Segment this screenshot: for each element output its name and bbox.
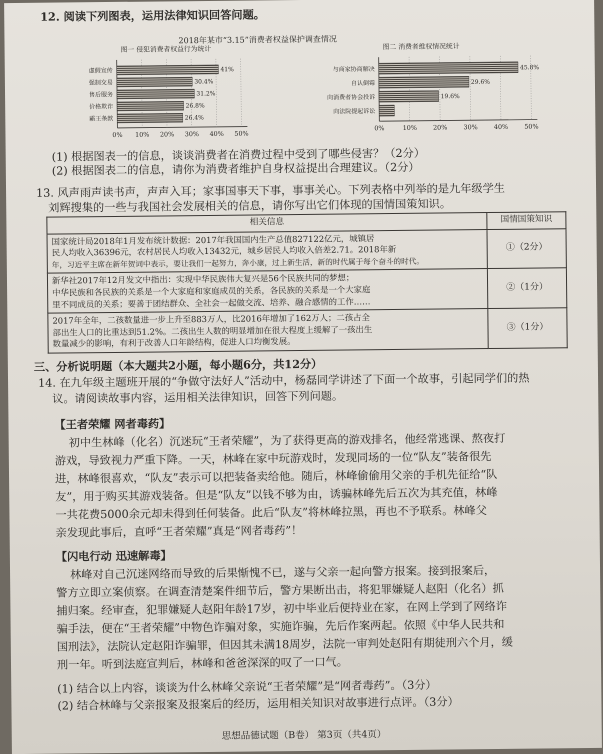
info-line: 国家统计局2018年1月发布统计数据：2017年我国国内生产总值827122亿元，城镇居 [51,232,375,247]
answer-cell[interactable]: ②（1分） [487,268,566,309]
story-2-line: 刑一年。听到法庭宣判后，林峰和爸爸深深的叹了一口气。 [56,655,348,672]
story-2-line: 国刑法》，法院认定赵阳诈骗罪，但因其未满18周岁，法院一审判处赵阳有期徒刑六个月，缓 [56,635,514,654]
story-1-line: 亲发现此事后，直呼“王者荣耀”真是“网者毒药”！ [55,524,303,540]
category-label: 虚假宣传 [88,67,113,75]
table-row [48,308,567,353]
story-1-line: 进，林峰很喜欢，“队友”表示可以把装备卖给他。随后，林峰偷偷用父亲的手机先征给“队 [55,467,498,486]
value-label: 41% [220,66,234,74]
q14-intro-line-1: 14. 在九年级主题班开展的“争做守法好人”活动中，杨磊同学讲述了下面一个故事，引起同学们的热 [37,371,530,390]
tick-label: 30% [463,123,478,132]
section-3-heading: 三、分析说明题（本大题共2小题，每小题6分，共12分） [33,356,323,374]
value-label: 30.4% [194,78,214,86]
col-header-info: 相关信息 [47,213,487,234]
category-label: 向法院提起诉讼 [333,107,376,116]
tick-label: 50% [234,129,249,138]
chart-title: 图二 消费者维权情况统计 [382,42,460,52]
info-line: 数量减少的影响，有利于改善人口年龄结构，促进人口均衡发展。 [52,336,296,349]
gridline [241,59,242,127]
tick-label: 40% [209,129,224,138]
category-label: 与商家协商解决 [332,65,375,74]
info-cell [48,309,488,353]
q13-intro-line-2: 刘辉搜集的一些与我国社会发展相关的信息，请你写出它们体现的国情国策知识。 [48,197,452,215]
story-2-title: 【闪电行动 迅速解毒】 [55,548,172,564]
bar [379,105,394,116]
category-label: 霸王条款 [89,115,114,123]
exam-page [4,0,602,754]
tick-label: 20% [159,130,175,139]
tick-label: 10% [135,130,150,139]
bar [117,101,184,111]
story-1-title: 【王者荣耀 网者毒药】 [54,416,171,432]
category-label: 向消费者协会投诉 [327,93,376,102]
bar [117,65,219,75]
info-line: 中华民族和各民族的关系是一个大家庭和家庭成员的关系，各民族的关系是一个大家庭 [52,284,371,298]
x-axis [379,120,537,122]
info-line: 民人均收入36396元，农村居民人均收入13432元，城乡居民人均收入倍差2.71。2018年新 [51,244,397,258]
info-line: 部出生人口的比重达到51.2%。二孩出生人数的明显增加在很大程度上缓解了一孩出生 [52,324,373,338]
x-axis [117,127,247,128]
q12-sub-question-1: (1) 根据图表一的信息，谈谈消费者在消费过程中受到了哪些侵害？（2分） [51,146,426,164]
info-line: 2017年全年，二孩数量进一步上升至883万人，比2016年增加了162万人；二孩占全 [52,312,370,326]
q14-intro-line-2: 议。请阅读故事内容，运用相关法律知识，回答下列问题。 [52,389,344,406]
tick-label: 40% [493,122,509,131]
value-label: 19.6% [440,93,460,101]
category-label: 售后服务 [89,91,114,99]
q14-sub-question-1: (1) 结合以上内容，谈谈为什么林峰父亲说“王者荣耀”是“网者毒药”。（3分） [57,678,437,696]
info-line: 年，习近平主席在新年贺词中表示，要让我们一起努力，奔小康，过上新生活，新的时代属于每个奋斗的时代。 [51,256,424,270]
value-label: 26.8% [185,102,205,110]
story-2-line: 捕归案。经审查，犯罪嫌疑人赵阳年龄17岁，初中毕业后便持业在家，在网上学到了网络诈 [56,599,508,618]
bar [379,76,469,88]
story-1-line: 初中生林峰（化名）沉迷玩“王者荣耀”，为了获得更高的游戏排名，他经常逃课、熬夜打 [68,431,506,450]
story-2-line: 林峰对自己沉迷网络而导致的后果惭愧不已，遂与父亲一起向警方报案。接到报案后， [70,563,496,582]
value-label: 31.2% [196,90,216,98]
story-1-line: 一共花费5000余元却未得到任何装备。此后“队友”将林峰拉黑，再也不予联系。林峰父 [55,504,487,522]
info-line: 里不同成员的关系；要善于团结群众、全社会一起做交流、培养、融合感情的工作…… [52,295,371,310]
info-cell [47,229,487,273]
value-label: 45.8% [519,64,540,72]
tick-label: 0% [112,130,123,139]
table-row [47,228,566,273]
q12-heading: 12. 阅读下列图表，运用法律知识回答问题。 [40,7,266,24]
bar [379,62,518,74]
tick-label: 0% [374,124,385,133]
q14-sub-question-2: (2) 结合林峰与父亲报案及报案后的经历，运用相关知识对故事进行点评。（3分） [57,695,459,713]
category-label: 价格欺诈 [89,103,114,111]
info-cell [47,269,487,313]
q13-intro-line-1: 13. 风声雨声读书声，声声入耳；家事国事天下事，事事关心。下列表格中列举的是九年级学生 [36,181,505,200]
story-2-line: 警方立即立案侦察。在调查清楚案件细节后，警方果断出击，将犯罪嫌疑人赵阳（化名）抓 [56,581,504,600]
chart-title: 图一 侵犯消费者权益行为统计 [120,44,212,54]
info-table [46,211,567,353]
story-2-line: 骗手法，便在“王者荣耀”中物色诈骗对象，实施诈骗，先后作案两起。依照《中华人民共和 [56,617,505,636]
chart-1 [51,42,272,148]
value-label: 29.6% [470,78,491,86]
tick-label: 20% [433,123,448,132]
page-footer: 思想品德试题（B卷） 第3页（共4页） [221,729,387,742]
chart-2 [271,39,572,146]
col-header-knowledge: 国情国策知识 [487,212,566,229]
q12-charts [50,31,571,144]
survey-title: 2018年某市“3.15”消费者权益保护调查情况 [178,34,337,46]
bar [379,91,439,103]
value-label: 26.4% [184,114,204,122]
tick-label: 30% [184,130,200,139]
table-row [47,268,566,313]
bar [117,113,183,123]
q12-sub-question-2: (2) 根据图表二的信息，请你为消费者维护自身权益提出合理建议。（2分） [51,160,420,178]
category-label: 自认倒霉 [350,79,375,88]
story-1-line: 友”，用于购买其游戏装备。但是“队友”以钱不够为由，诱骗林峰先后五次为其充值，林峰 [55,485,498,504]
bar [117,89,194,99]
bar [117,77,192,87]
category-label: 强制交易 [88,79,113,87]
story-1-line: 游戏，导致视力严重下降。一天，林峰在家中玩游戏时，发现同场的一位“队友”装备很先 [54,450,492,468]
tick-label: 10% [402,123,417,132]
answer-cell[interactable]: ③（1分） [488,308,567,349]
answer-cell[interactable]: ①（2分） [487,228,566,269]
info-line: 新华社2017年12月发文中指出：实现中华民族伟大复兴是56个民族共同的梦想； [51,272,355,286]
tick-label: 50% [524,122,539,131]
